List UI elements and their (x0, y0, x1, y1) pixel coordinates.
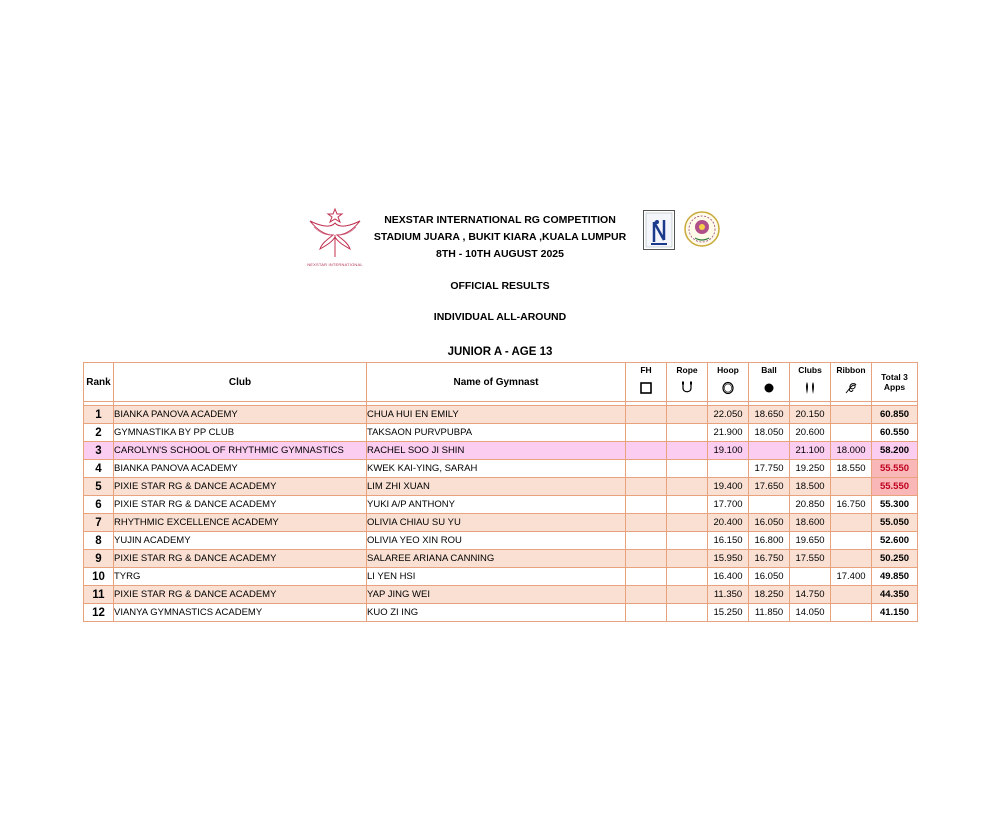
competition-title (360, 212, 640, 263)
ribbon-score-cell: 18.000 (831, 442, 872, 460)
result-row (84, 604, 918, 622)
official-results-heading: OFFICIAL RESULTS (450, 280, 550, 292)
ball-score-cell: 16.050 (749, 514, 790, 532)
ribbon-score-cell: 17.400 (831, 568, 872, 586)
ribbon-score-cell (831, 604, 872, 622)
rank-cell: 7 (84, 514, 114, 532)
result-row (84, 532, 918, 550)
clubs-score-cell: 20.600 (790, 424, 831, 442)
federation-emblem-icon (643, 210, 675, 250)
hoop-score-cell: 16.150 (708, 532, 749, 550)
rank-cell: 4 (84, 460, 114, 478)
gymnast-name-cell: KWEK KAI-YING, SARAH (367, 460, 626, 478)
club-header: Club (114, 363, 367, 402)
rope-score-cell (667, 406, 708, 424)
club-cell: GYMNASTIKA BY PP CLUB (114, 424, 367, 442)
results-table (83, 362, 918, 622)
clubs-score-cell: 20.150 (790, 406, 831, 424)
total-score-cell: 44.350 (872, 586, 918, 604)
rope-icon (680, 380, 694, 396)
rank-cell: 3 (84, 442, 114, 460)
total-header-line-1: Total 3 (881, 372, 908, 382)
rank-cell: 11 (84, 586, 114, 604)
total-score-cell: 52.600 (872, 532, 918, 550)
total-score-cell: 58.200 (872, 442, 918, 460)
hoop-score-cell: 22.050 (708, 406, 749, 424)
ribbon-score-cell (831, 478, 872, 496)
ribbon-score-cell (831, 550, 872, 568)
gymnast-name-cell: YAP JING WEI (367, 586, 626, 604)
rope-score-cell (667, 424, 708, 442)
club-cell: VIANYA GYMNASTICS ACADEMY (114, 604, 367, 622)
total-score-cell: 50.250 (872, 550, 918, 568)
hoop-score-cell: 16.400 (708, 568, 749, 586)
hoop-score-cell: 15.950 (708, 550, 749, 568)
hoop-score-cell: 19.400 (708, 478, 749, 496)
gymnast-name-cell: CHUA HUI EN EMILY (367, 406, 626, 424)
result-row (84, 478, 918, 496)
club-cell: YUJIN ACADEMY (114, 532, 367, 550)
ribbon-score-cell (831, 586, 872, 604)
ball-label: Ball (761, 365, 777, 375)
hoop-label: Hoop (717, 365, 739, 375)
gymnast-name-cell: KUO ZI ING (367, 604, 626, 622)
hoop-score-cell: 15.250 (708, 604, 749, 622)
logo-caption: NEXSTAR INTERNATIONAL (307, 262, 363, 267)
club-cell: BIANKA PANOVA ACADEMY (114, 460, 367, 478)
ball-score-cell: 18.250 (749, 586, 790, 604)
clubs-score-cell: 21.100 (790, 442, 831, 460)
clubs-score-cell: 19.250 (790, 460, 831, 478)
gymnast-name-cell: TAKSAON PURVPUBPA (367, 424, 626, 442)
gymnast-name-cell: OLIVIA CHIAU SU YU (367, 514, 626, 532)
ball-score-cell (749, 496, 790, 514)
results-body (84, 402, 918, 622)
fh-header (626, 363, 667, 402)
ribbon-score-cell (831, 406, 872, 424)
hoop-score-cell: 21.900 (708, 424, 749, 442)
clubs-score-cell: 14.050 (790, 604, 831, 622)
rank-cell: 12 (84, 604, 114, 622)
ribbon-score-cell: 16.750 (831, 496, 872, 514)
rope-score-cell (667, 586, 708, 604)
rope-score-cell (667, 604, 708, 622)
fh-score-cell (626, 442, 667, 460)
total-score-cell: 49.850 (872, 568, 918, 586)
result-row (84, 586, 918, 604)
clubs-score-cell: 18.500 (790, 478, 831, 496)
ball-score-cell: 11.850 (749, 604, 790, 622)
club-cell: TYRG (114, 568, 367, 586)
ribbon-score-cell (831, 532, 872, 550)
fh-score-cell (626, 604, 667, 622)
ball-score-cell (749, 442, 790, 460)
rank-cell: 8 (84, 532, 114, 550)
rank-cell: 1 (84, 406, 114, 424)
club-cell: CAROLYN'S SCHOOL OF RHYTHMIC GYMNASTICS (114, 442, 367, 460)
rope-header (667, 363, 708, 402)
ribbon-score-cell (831, 424, 872, 442)
rope-score-cell (667, 550, 708, 568)
rope-label: Rope (676, 365, 698, 375)
name-header: Name of Gymnast (367, 363, 626, 402)
rope-score-cell (667, 460, 708, 478)
fh-score-cell (626, 460, 667, 478)
total-header-line-2: Apps (883, 382, 906, 392)
fh-score-cell (626, 550, 667, 568)
result-row (84, 460, 918, 478)
category-heading: JUNIOR A - AGE 13 (447, 346, 553, 358)
rank-cell: 2 (84, 424, 114, 442)
gymnast-name-cell: SALAREE ARIANA CANNING (367, 550, 626, 568)
hoop-score-cell: 19.100 (708, 442, 749, 460)
clubs-score-cell: 14.750 (790, 586, 831, 604)
fh-score-cell (626, 406, 667, 424)
clubs-header (790, 363, 831, 402)
fh-score-cell (626, 496, 667, 514)
clubs-label: Clubs (798, 365, 822, 375)
clubs-score-cell: 19.650 (790, 532, 831, 550)
total-score-cell: 55.300 (872, 496, 918, 514)
event-heading: INDIVIDUAL ALL-AROUND (433, 311, 567, 323)
club-cell: PIXIE STAR RG & DANCE ACADEMY (114, 478, 367, 496)
club-cell: PIXIE STAR RG & DANCE ACADEMY (114, 586, 367, 604)
clubs-score-cell: 20.850 (790, 496, 831, 514)
rope-score-cell (667, 532, 708, 550)
clubs-icon (803, 380, 817, 396)
rank-cell: 9 (84, 550, 114, 568)
rope-score-cell (667, 514, 708, 532)
total-score-cell: 60.550 (872, 424, 918, 442)
square-icon (640, 380, 652, 396)
ball-score-cell: 18.050 (749, 424, 790, 442)
clubs-score-cell: 17.550 (790, 550, 831, 568)
result-row (84, 550, 918, 568)
rank-header: Rank (84, 363, 114, 402)
club-cell: PIXIE STAR RG & DANCE ACADEMY (114, 496, 367, 514)
ball-icon (763, 380, 775, 396)
gymnast-name-cell: RACHEL SOO JI SHIN (367, 442, 626, 460)
header-row (84, 363, 918, 402)
clubs-score-cell (790, 568, 831, 586)
total-score-cell: 55.050 (872, 514, 918, 532)
fh-score-cell (626, 424, 667, 442)
rope-score-cell (667, 478, 708, 496)
ball-header (749, 363, 790, 402)
total-score-cell: 55.550 (872, 460, 918, 478)
result-row (84, 568, 918, 586)
fh-score-cell (626, 514, 667, 532)
fh-score-cell (626, 568, 667, 586)
total-score-cell: 60.850 (872, 406, 918, 424)
ball-score-cell: 16.050 (749, 568, 790, 586)
gymnast-name-cell: OLIVIA YEO XIN ROU (367, 532, 626, 550)
gymnast-name-cell: LI YEN HSI (367, 568, 626, 586)
ball-score-cell: 16.750 (749, 550, 790, 568)
result-row (84, 442, 918, 460)
title-line-1: NEXSTAR INTERNATIONAL RG COMPETITION (384, 214, 616, 226)
hoop-score-cell (708, 460, 749, 478)
rank-cell: 6 (84, 496, 114, 514)
hoop-icon (721, 380, 735, 396)
rank-cell: 10 (84, 568, 114, 586)
result-row (84, 496, 918, 514)
organizer-logo (683, 208, 721, 250)
club-cell: RHYTHMIC EXCELLENCE ACADEMY (114, 514, 367, 532)
total-score-cell: 41.150 (872, 604, 918, 622)
club-cell: BIANKA PANOVA ACADEMY (114, 406, 367, 424)
hoop-header (708, 363, 749, 402)
result-row (84, 406, 918, 424)
organizer-emblem-icon (683, 208, 721, 250)
rank-cell: 5 (84, 478, 114, 496)
fh-score-cell (626, 478, 667, 496)
title-line-2: STADIUM JUARA , BUKIT KIARA ,KUALA LUMPUR (373, 231, 627, 243)
rope-score-cell (667, 568, 708, 586)
gymnast-name-cell: YUKI A/P ANTHONY (367, 496, 626, 514)
hoop-score-cell: 20.400 (708, 514, 749, 532)
ribbon-score-cell (831, 514, 872, 532)
gymnast-name-cell: LIM ZHI XUAN (367, 478, 626, 496)
rope-score-cell (667, 442, 708, 460)
ribbon-label: Ribbon (836, 365, 866, 375)
fh-label: FH (640, 365, 652, 375)
ball-score-cell: 18.650 (749, 406, 790, 424)
result-row (84, 424, 918, 442)
hoop-score-cell: 11.350 (708, 586, 749, 604)
total-header (872, 363, 918, 402)
fh-score-cell (626, 532, 667, 550)
ribbon-icon (844, 380, 858, 396)
ball-score-cell: 17.650 (749, 478, 790, 496)
fh-score-cell (626, 586, 667, 604)
result-row (84, 514, 918, 532)
federation-logo (643, 210, 675, 250)
club-cell: PIXIE STAR RG & DANCE ACADEMY (114, 550, 367, 568)
ribbon-score-cell: 18.550 (831, 460, 872, 478)
hoop-score-cell: 17.700 (708, 496, 749, 514)
ball-score-cell: 16.800 (749, 532, 790, 550)
total-score-cell: 55.550 (872, 478, 918, 496)
ball-score-cell: 17.750 (749, 460, 790, 478)
title-line-3: 8TH - 10TH AUGUST 2025 (436, 248, 564, 260)
rope-score-cell (667, 496, 708, 514)
clubs-score-cell: 18.600 (790, 514, 831, 532)
ribbon-header (831, 363, 872, 402)
